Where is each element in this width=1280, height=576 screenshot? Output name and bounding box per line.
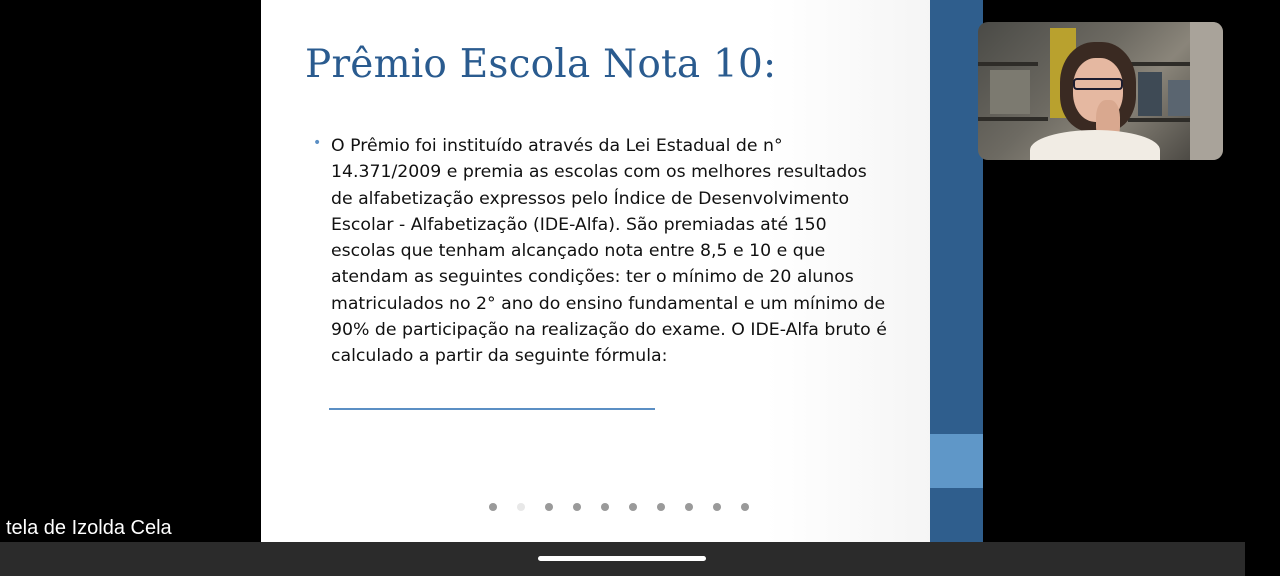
background-shelf <box>1128 62 1198 66</box>
background-door <box>1190 22 1223 160</box>
presenter-body <box>1030 130 1160 160</box>
background-book <box>990 70 1030 114</box>
slide-title: Prêmio Escola Nota 10: <box>305 42 777 87</box>
shared-slide <box>261 0 983 542</box>
home-indicator-bar[interactable] <box>538 556 706 561</box>
screen-share-owner-label: tela de Izolda Cela <box>6 517 172 539</box>
pagination-dot[interactable] <box>741 503 749 511</box>
pagination-dot[interactable] <box>657 503 665 511</box>
pagination-dot[interactable] <box>489 503 497 511</box>
formula-placeholder-line <box>329 408 655 410</box>
background-shelf <box>978 62 1038 66</box>
slide-side-accent <box>930 434 983 488</box>
pagination-dot[interactable] <box>685 503 693 511</box>
presenter-webcam[interactable] <box>978 22 1223 160</box>
pagination-dot[interactable] <box>573 503 581 511</box>
pagination-dot[interactable] <box>601 503 609 511</box>
slide-pagination-dots <box>489 503 749 511</box>
pagination-dot[interactable] <box>517 503 525 511</box>
background-shelf <box>978 117 1048 121</box>
slide-bullet-text: O Prêmio foi instituído através da Lei Estadual de n° 14.371/2009 e premia as escolas com os melhores resultados de alfabetização expressos pelo Índice de Desenvolvimento Escolar - Alfabetização (IDE-Alfa). São premiadas até 150 escolas que tenham alcançado nota entre 8,5 e 10 e que atendam as seguintes condições: ter o mínimo de 20 alunos matriculados no 2° ano do ensino fundamental e um mínimo de 90% de participação na realização do exame. O IDE-Alfa bruto é calculado a partir da seguinte fórmula: <box>331 136 887 367</box>
pagination-dot[interactable] <box>545 503 553 511</box>
background-book <box>1138 72 1162 116</box>
pagination-dot[interactable] <box>629 503 637 511</box>
pagination-dot[interactable] <box>713 503 721 511</box>
presenter-glasses <box>1073 78 1123 90</box>
background-book <box>1168 80 1192 116</box>
background-shelf <box>1128 118 1198 122</box>
slide-bullet-list <box>313 133 893 370</box>
bullet-marker: • <box>313 135 322 151</box>
